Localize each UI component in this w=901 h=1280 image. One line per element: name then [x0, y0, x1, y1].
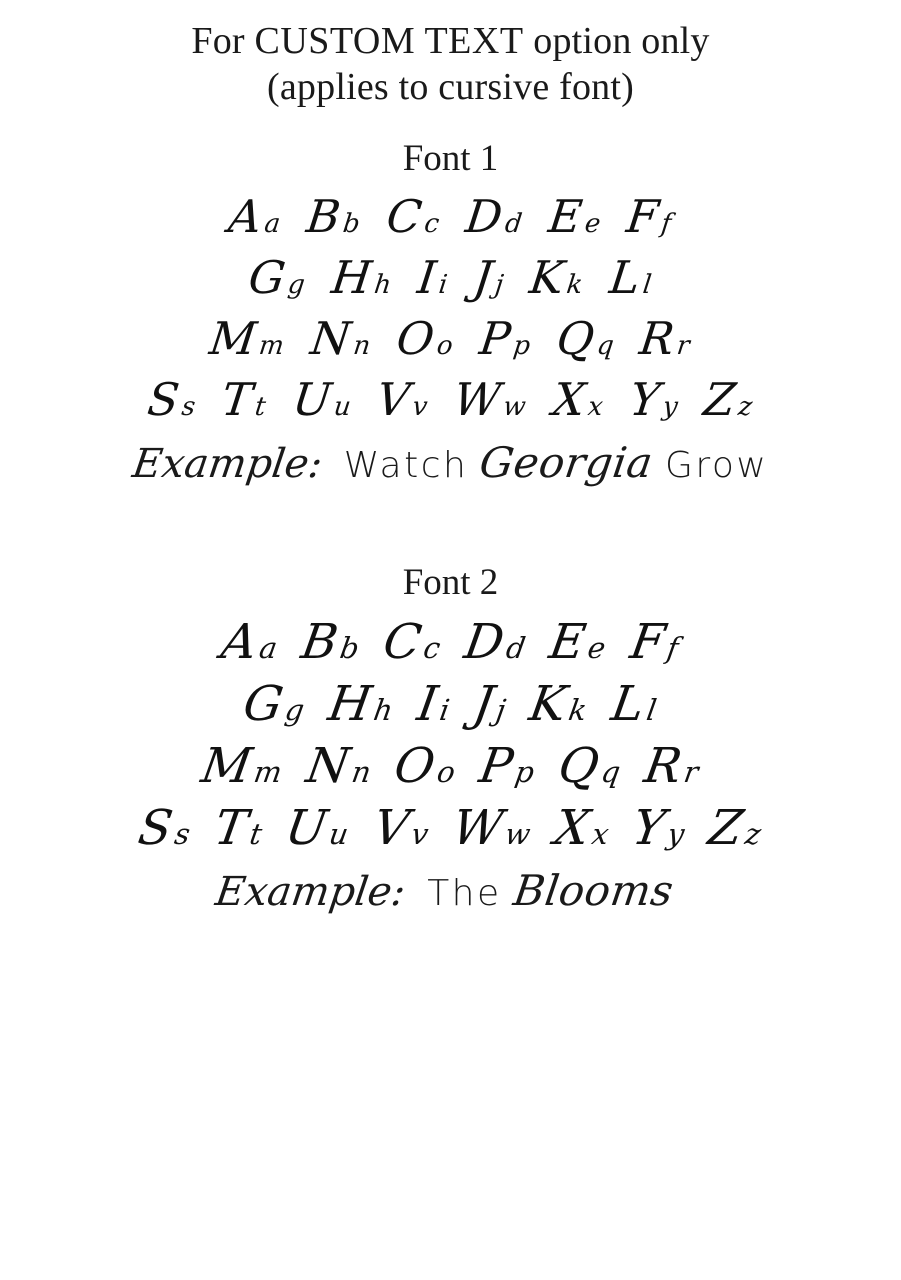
alphabet-row [30, 799, 871, 856]
letter-pair: G g [239, 675, 307, 732]
letter-pair: F f [623, 189, 673, 243]
font-1-title: Font 1 [402, 137, 499, 179]
letter-pair: T t [218, 372, 268, 426]
letter-pair: H h [324, 675, 396, 732]
letter-pair: M m [197, 737, 285, 794]
letter-pair: K k [526, 250, 585, 304]
font-2-title: Font 2 [402, 561, 499, 603]
example-text [427, 866, 685, 915]
letter-pair: S s [134, 799, 193, 856]
letter-pair: S s [144, 372, 197, 426]
alphabet-row [30, 737, 871, 794]
letter-pair: C c [379, 613, 443, 670]
letter-pair: C c [383, 189, 441, 243]
letter-pair: P p [476, 311, 532, 365]
letter-pair: R r [640, 737, 701, 794]
letter-pair: Q q [553, 311, 616, 365]
letter-pair: G g [246, 250, 307, 304]
header-custom-text: CUSTOM TEXT [254, 20, 524, 62]
example-label: Example: [212, 868, 409, 915]
letter-pair: V v [373, 372, 430, 426]
example-word-script: Georgia [476, 437, 657, 487]
letter-pair: M m [207, 311, 287, 365]
letter-pair: B b [297, 613, 362, 670]
example-text [344, 438, 769, 487]
header-line-2: (applies to cursive font) [267, 66, 634, 109]
letter-pair: A a [225, 189, 283, 243]
letter-pair: W w [448, 799, 533, 856]
letter-pair: P p [475, 737, 537, 794]
header-suffix: option only [523, 20, 710, 62]
letter-pair: B b [303, 189, 362, 243]
letter-pair: O o [393, 311, 455, 365]
letter-pair: O o [390, 737, 458, 794]
letter-pair: L l [607, 675, 659, 732]
letter-pair: I i [413, 675, 452, 732]
alphabet-row [30, 372, 871, 426]
letter-pair: U u [289, 372, 353, 426]
letter-pair: D d [460, 613, 529, 670]
letter-pair: Y y [628, 799, 688, 856]
font-2-alphabet [30, 613, 871, 915]
example-word-post: Grow [664, 444, 769, 486]
letter-pair: Y y [626, 372, 680, 426]
alphabet-row [30, 613, 871, 670]
font-1-example [30, 438, 871, 487]
letter-pair: E e [545, 189, 602, 243]
alphabet-row [30, 311, 871, 365]
letter-pair: T t [210, 799, 265, 856]
letter-pair: N n [302, 737, 374, 794]
alphabet-row [30, 250, 871, 304]
letter-pair: W w [451, 372, 528, 426]
page-title [191, 18, 709, 111]
font-1-alphabet [30, 189, 871, 487]
letter-pair: Z z [700, 372, 755, 426]
letter-pair: U u [281, 799, 352, 856]
letter-pair: Z z [704, 799, 764, 856]
example-word-pre: Watch [343, 444, 469, 486]
letter-pair: F f [626, 613, 681, 670]
header-line-1 [191, 18, 709, 64]
letter-pair: J j [470, 250, 506, 304]
example-word-script: Blooms [510, 865, 677, 915]
letter-pair: J j [469, 675, 508, 732]
letter-pair: X x [549, 372, 605, 426]
example-label: Example: [129, 440, 325, 487]
font-block-2 [30, 561, 871, 915]
letter-pair: D d [462, 189, 524, 243]
letter-pair: Q q [554, 737, 623, 794]
letter-pair: A a [217, 613, 281, 670]
letter-pair: N n [307, 311, 373, 365]
letter-pair: X x [550, 799, 612, 856]
letter-pair: R r [637, 311, 692, 365]
letter-pair: V v [369, 799, 431, 856]
example-word-pre: The [427, 872, 502, 914]
alphabet-row [30, 189, 871, 243]
letter-pair: L l [606, 250, 653, 304]
font-block-1 [30, 137, 871, 487]
header-prefix: For [191, 20, 255, 62]
letter-pair: I i [414, 250, 449, 304]
letter-pair: K k [525, 675, 590, 732]
letter-pair: H h [328, 250, 393, 304]
letter-pair: E e [545, 613, 609, 670]
font-2-example [30, 866, 871, 915]
alphabet-row [30, 675, 871, 732]
